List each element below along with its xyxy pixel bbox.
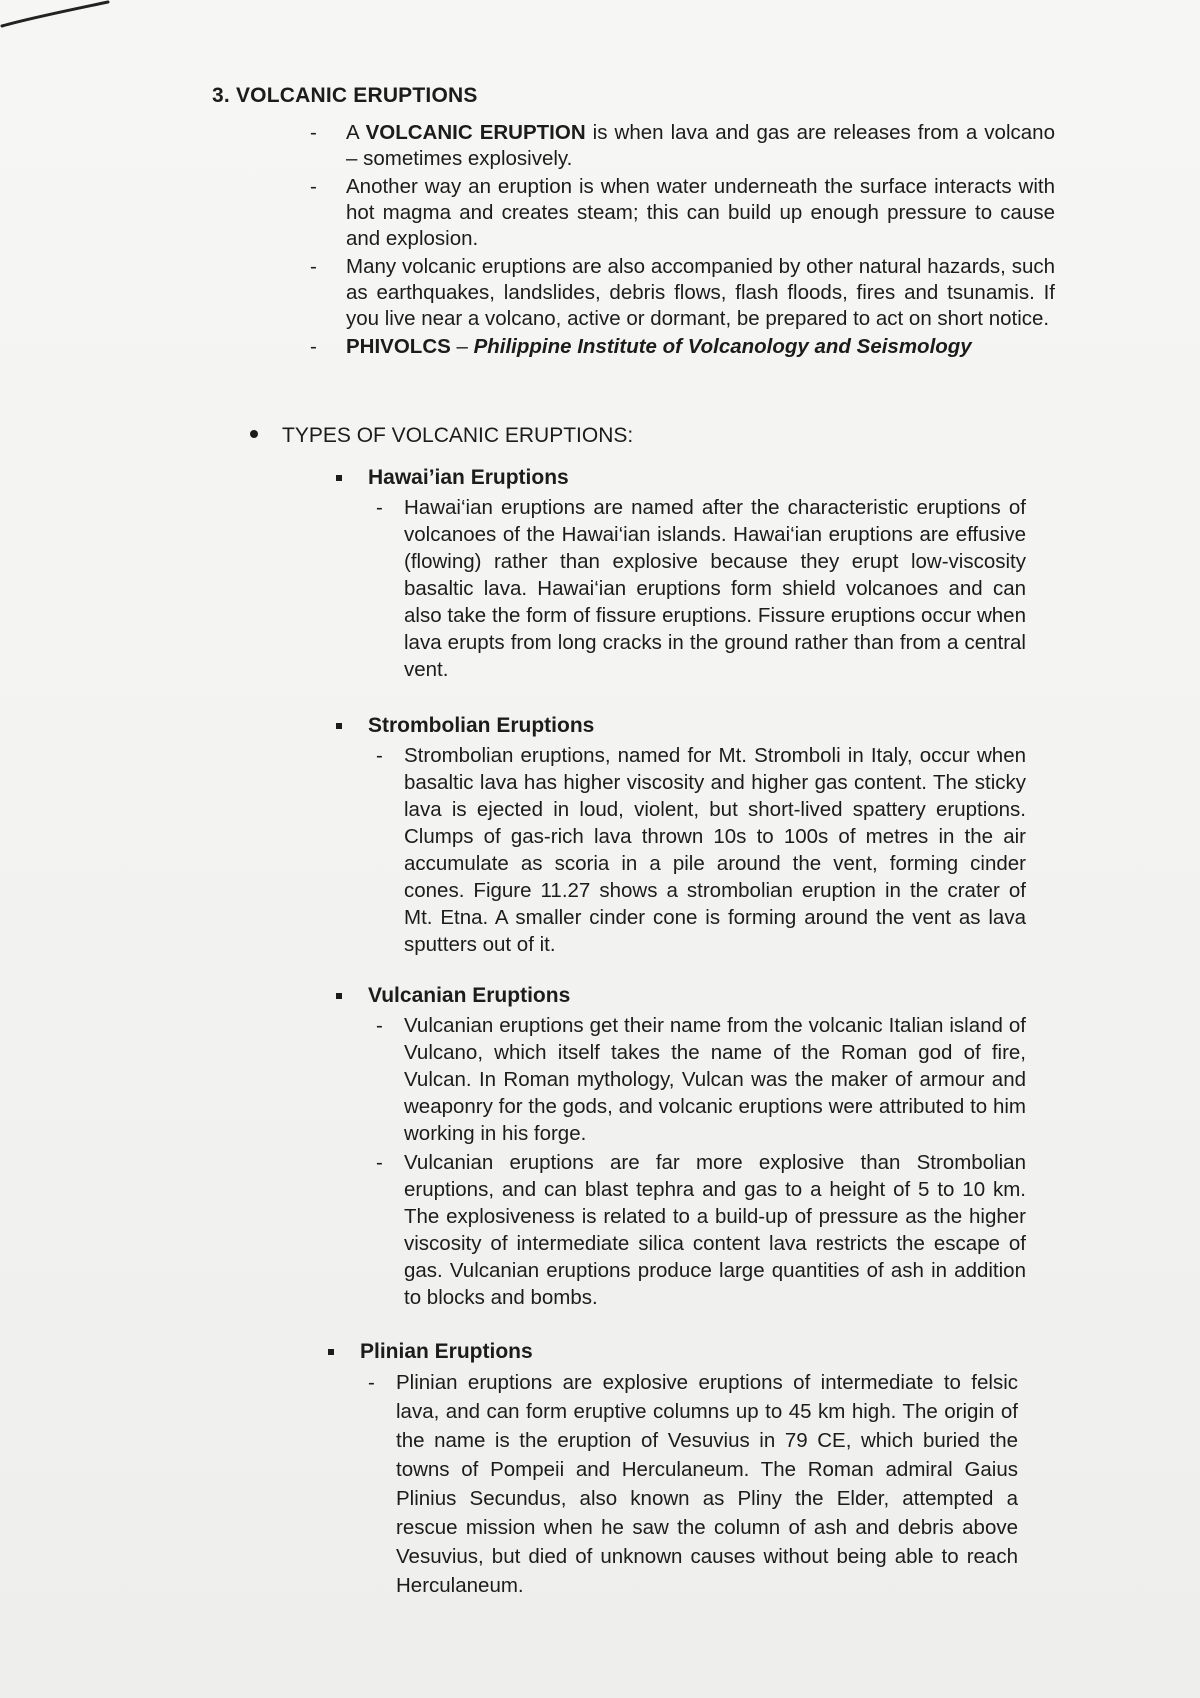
section-title: 3. VOLCANIC ERUPTIONS xyxy=(212,84,478,107)
eruption-description-list xyxy=(376,742,1026,958)
eruption-paragraph: - Vulcanian eruptions are far more explosive than Strombolian eruptions, and can blast tephra and gas to a height of 5 to 10 km. The explosiveness is related to a build-up of pressure as the higher viscosity of intermediate silica content lava restricts the escape of gas. Vulcanian eruptions produce large quantities of ash in addition to blocks and bombs. xyxy=(376,1149,1026,1311)
definition-text: is when lava and gas are releases from a volcano – sometimes explosively. xyxy=(346,121,1055,170)
round-bullet-icon xyxy=(250,430,258,438)
definition-prefix: A xyxy=(346,121,366,144)
eruption-description-list xyxy=(376,494,1026,683)
eruption-title-text: Vulcanian Eruptions xyxy=(368,984,571,1007)
eruption-paragraph: - Strombolian eruptions, named for Mt. Stromboli in Italy, occur when basaltic lava has higher viscosity and higher gas content. The sticky lava is ejected in loud, violent, but short-lived spattery eruptions. Clumps of gas-rich lava thrown 10s to 100s of metres in the air accumulate as scoria in a pile around the vent, forming cinder cones. Figure 11.27 shows a strombolian eruption in the crater of Mt. Etna. A smaller cinder cone is forming around the vent as lava sputters out of it. xyxy=(376,742,1026,958)
intro-list xyxy=(310,120,1055,362)
eruption-title xyxy=(328,1340,1018,1364)
square-bullet-icon xyxy=(336,475,342,481)
phivolcs-acronym: PHIVOLCS xyxy=(346,335,451,358)
eruption-type-strombolian xyxy=(336,714,1026,960)
eruption-paragraph: - Hawai‘ian eruptions are named after the characteristic eruptions of volcanoes of the Hawai‘ian islands. Hawai‘ian eruptions are effusive (flowing) rather than explosive because they erupt low-viscosity basaltic lava. Hawai‘ian eruptions form shield volcanoes and can also take the form of fissure eruptions. Fissure eruptions occur when lava erupts from long cracks in the ground rather than from a central vent. xyxy=(376,494,1026,683)
intro-item-steam: - Another way an eruption is when water underneath the surface interacts with hot magma and creates steam; this can build up enough pressure to cause and explosion. xyxy=(310,174,1055,252)
eruption-paragraph: - Plinian eruptions are explosive eruptions of intermediate to felsic lava, and can form eruptive columns up to 45 km high. The origin of the name is the eruption of Vesuvius in 79 CE, which buried the towns of Pompeii and Herculaneum. The Roman admiral Gaius Plinius Secundus, also known as Pliny the Elder, attempted a rescue mission when he saw the column of ash and debris above Vesuvius, but died of unknown causes without being able to reach Herculaneum. xyxy=(368,1368,1018,1600)
intro-item-hazards: - Many volcanic eruptions are also accompanied by other natural hazards, such as earthquakes, landslides, debris flows, flash floods, fires and tsunamis. If you live near a volcano, active or dormant, be prepared to act on short notice. xyxy=(310,254,1055,332)
eruption-description-list xyxy=(376,1012,1026,1311)
eruption-title-text: Plinian Eruptions xyxy=(360,1340,533,1363)
eruption-title-text: Hawai’ian Eruptions xyxy=(368,466,569,489)
phivolcs-dash: – xyxy=(450,335,474,358)
eruption-type-plinian xyxy=(328,1340,1018,1602)
eruption-type-hawaiian xyxy=(336,466,1026,685)
definition-term: VOLCANIC ERUPTION xyxy=(365,121,586,144)
types-heading-text: TYPES OF VOLCANIC ERUPTIONS: xyxy=(282,424,634,447)
eruption-title xyxy=(336,466,1026,490)
square-bullet-icon xyxy=(328,1349,334,1355)
pen-stroke-mark xyxy=(0,0,120,40)
eruption-title xyxy=(336,984,1026,1008)
eruption-description-list xyxy=(368,1368,1018,1600)
phivolcs-full-name: Philippine Institute of Volcanology and Seismology xyxy=(473,335,972,358)
eruption-paragraph: - Vulcanian eruptions get their name from the volcanic Italian island of Vulcano, which itself takes the name of the Roman god of fire, Vulcan. In Roman mythology, Vulcan was the maker of armour and weaponry for the gods, and volcanic eruptions were attributed to him working in his forge. xyxy=(376,1012,1026,1147)
square-bullet-icon xyxy=(336,993,342,999)
eruption-type-vulcanian xyxy=(336,984,1026,1313)
eruption-title-text: Strombolian Eruptions xyxy=(368,714,595,737)
types-heading xyxy=(250,424,633,448)
eruption-title xyxy=(336,714,1026,738)
square-bullet-icon xyxy=(336,723,342,729)
intro-item-phivolcs xyxy=(310,334,1055,360)
intro-item-definition xyxy=(310,120,1055,172)
